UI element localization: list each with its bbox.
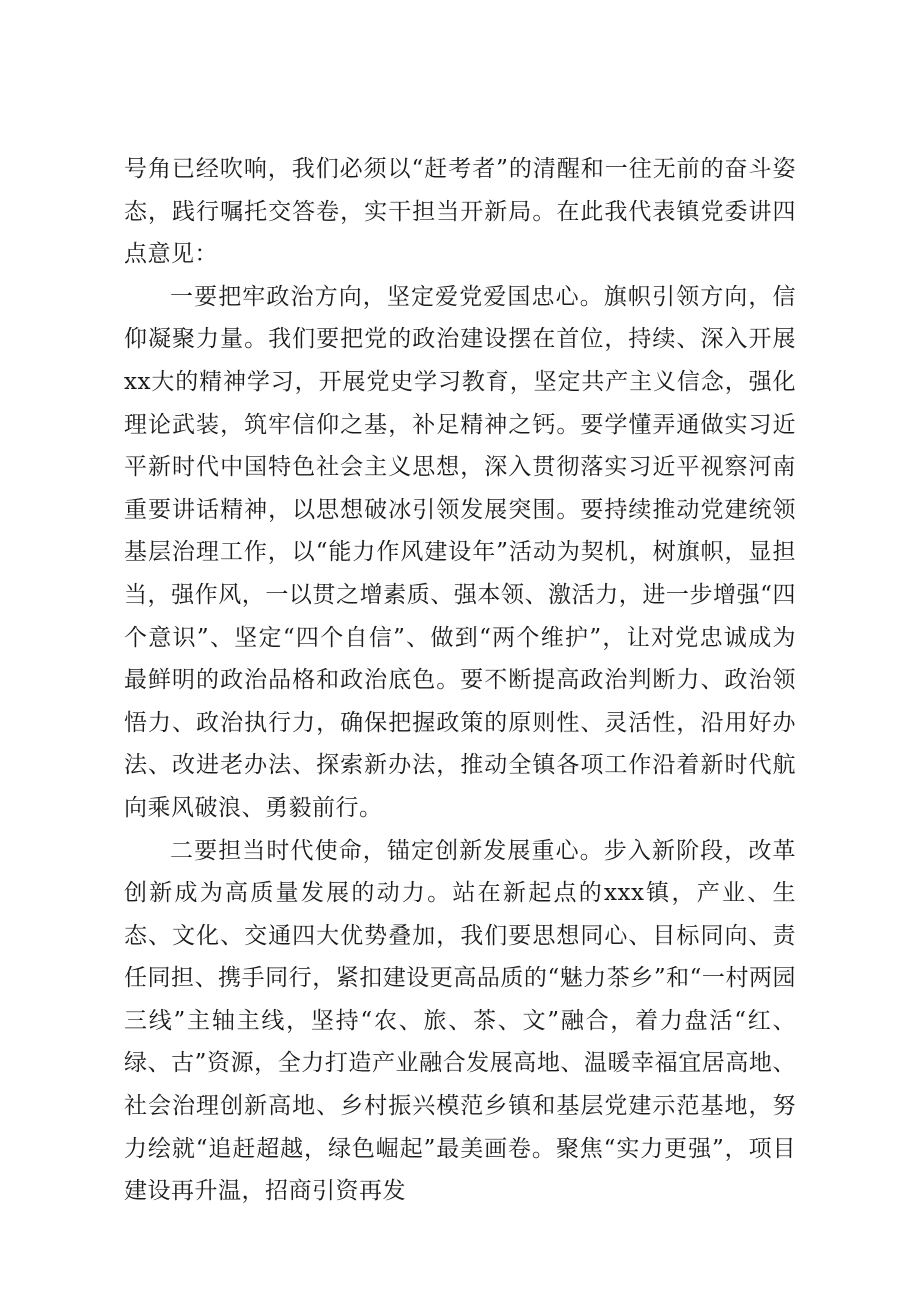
document-body [124,148,796,1213]
paragraph-3: 二要担当时代使命，锚定创新发展重心。步入新阶段，改革创新成为高质量发展的动力。站在新起点的xxx镇，产业、生态、文化、交通四大优势叠加，我们要思想同心、目标同向、责任同担、携手同行，紧扣建设更高品质的“魅力茶乡”和“一村两园三线”主轴主线，坚持“农、旅、茶、文”融合，着力盘活“红、绿、古”资源，全力打造产业融合发展高地、温暖幸福宜居高地、社会治理创新高地、乡村振兴模范乡镇和基层党建示范基地，努力绘就“追赶超越，绿色崛起”最美画卷。聚焦“实力更强”，项目建设再升温，招商引资再发 [124,837,796,1205]
paragraph-1: 号角已经吹响，我们必须以“赶考者”的清醒和一往无前的奋斗姿态，践行嘱托交答卷，实干担当开新局。在此我代表镇党委讲四点意见： [124,156,796,268]
paragraph-2: 一要把牢政治方向，坚定爱党爱国忠心。旗帜引领方向，信仰凝聚力量。我们要把党的政治建设摆在首位，持续、深入开展xx大的精神学习，开展党史学习教育，坚定共产主义信念，强化理论武装，筑牢信仰之基，补足精神之钙。要学懂弄通做实习近平新时代中国特色社会主义思想，深入贯彻落实习近平视察河南重要讲话精神，以思想破冰引领发展突围。要持续推动党建统领基层治理工作，以“能力作风建设年”活动为契机，树旗帜，显担当，强作风，一以贯之增素质、强本领、激活力，进一步增强“四个意识”、坚定“四个自信”、做到“两个维护”，让对党忠诚成为最鲜明的政治品格和政治底色。要不断提高政治判断力、政治领悟力、政治执行力，确保把握政策的原则性、灵活性，沿用好办法、改进老办法、探索新办法，推动全镇各项工作沿着新时代航向乘风破浪、勇毅前行。 [124,283,796,821]
